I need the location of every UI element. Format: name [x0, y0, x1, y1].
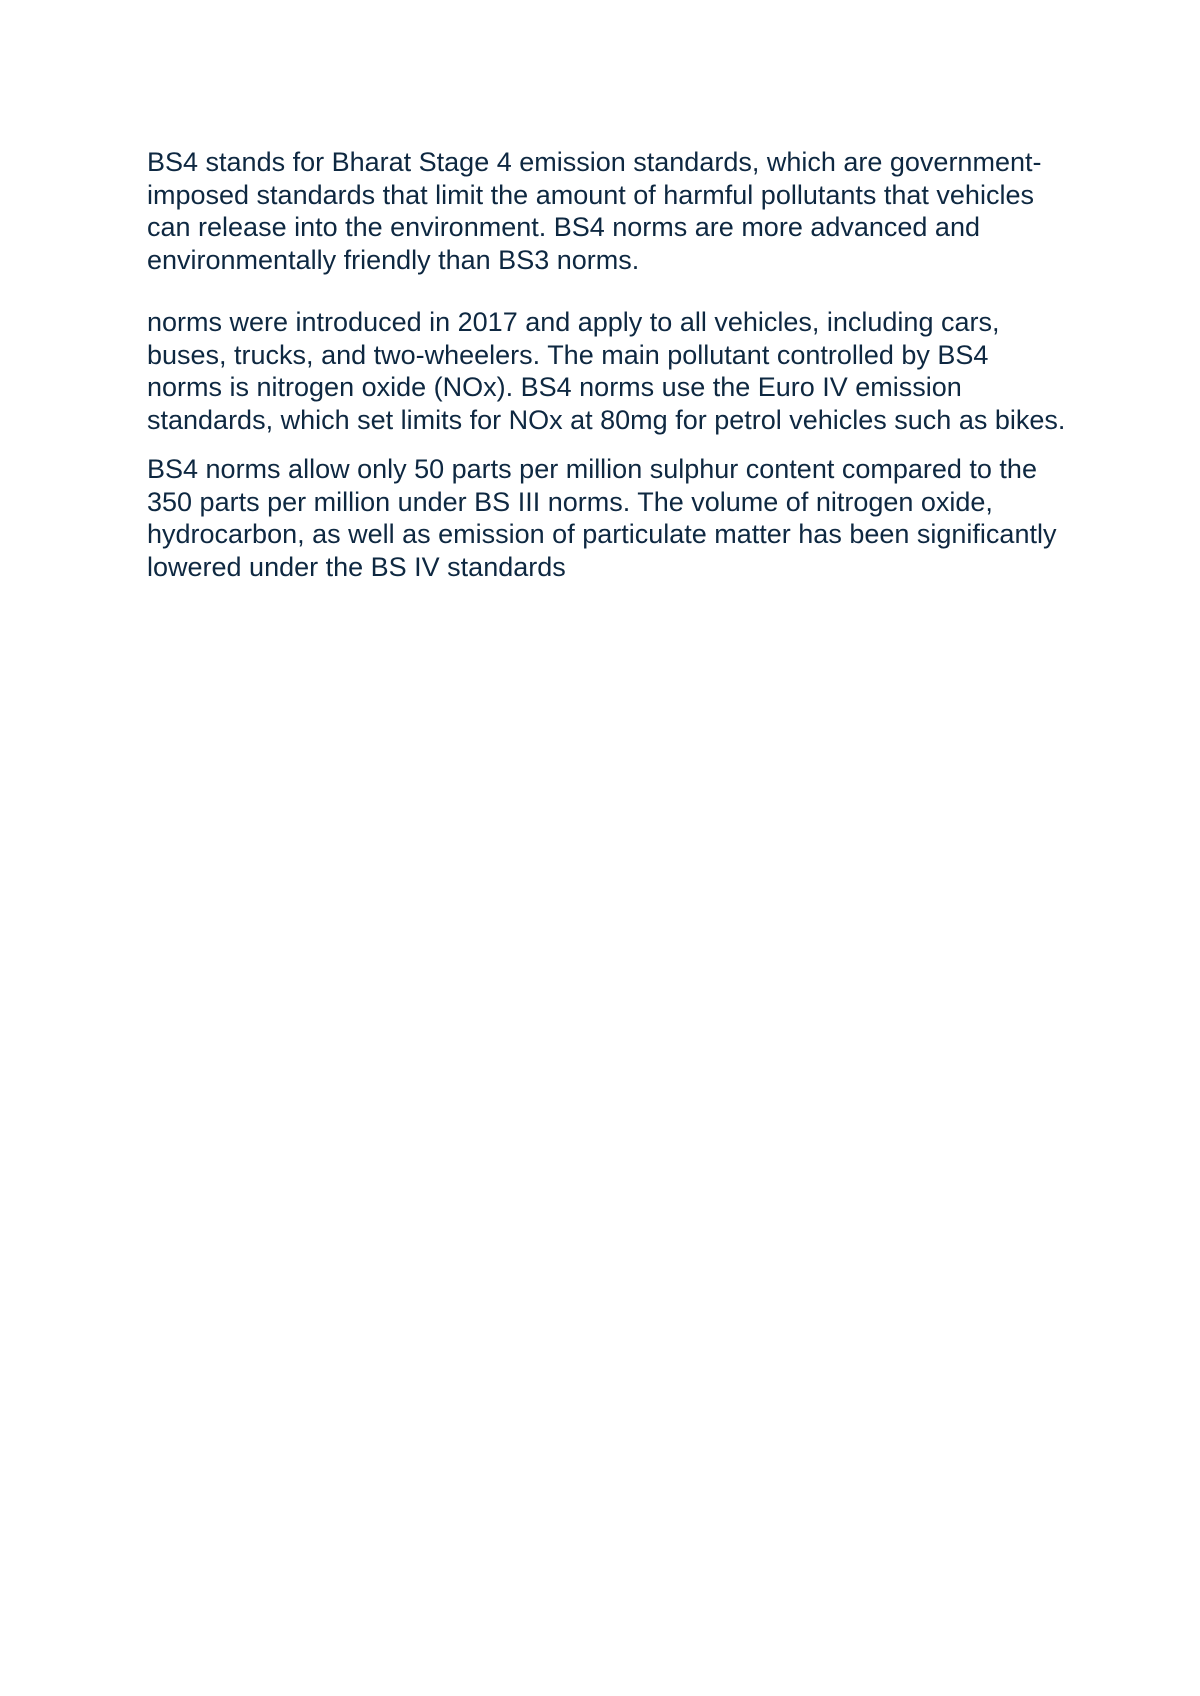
paragraph-bs4-definition: BS4 stands for Bharat Stage 4 emission standards, which are government-imposed standards that limit the amount of harmful pollutants that vehicles can release into the environment. BS4 norms are more advanced and environmentally friendly than BS3 norms. [147, 147, 1042, 275]
document-body [147, 146, 1067, 583]
paragraph-bs4-introduction: norms were introduced in 2017 and apply to all vehicles, including cars, buses, trucks, and two-wheelers. The main pollutant controlled by BS4 norms is nitrogen oxide (NOx). BS4 norms use the Euro IV emission standards, which set limits for NOx at 80mg for petrol vehicles such as bikes. [147, 307, 1066, 435]
paragraph-bs4-sulphur-content: BS4 norms allow only 50 parts per million sulphur content compared to the 350 parts per million under BS III norms. The volume of nitrogen oxide, hydrocarbon, as well as emission of particulate matter has been significantly lowered under the BS IV standards [147, 454, 1057, 582]
